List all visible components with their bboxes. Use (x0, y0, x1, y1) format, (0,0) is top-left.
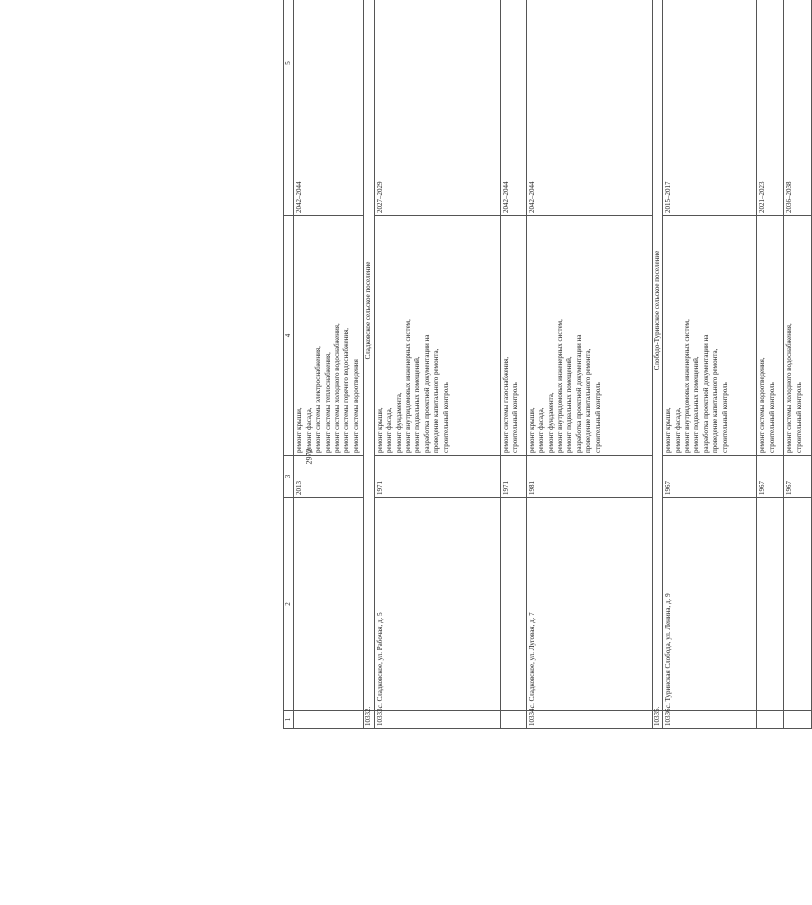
row-number: 10335. (652, 711, 662, 729)
table-row (374, 0, 500, 729)
year-cell: 1971 (500, 456, 526, 498)
work-item: ремонт крыши, (527, 407, 536, 453)
works-cell (757, 216, 784, 456)
work-item: ремонт системы водоотведения, (758, 357, 767, 453)
work-item: ремонт системы горячего водоснабжения, (342, 327, 351, 453)
period-cell: 2027–2029 (374, 0, 500, 216)
column-number: 5 (284, 0, 294, 216)
period-cell: 2021–2023 (757, 0, 784, 216)
works-cell (784, 216, 812, 456)
work-item: строительный контроль (720, 382, 729, 453)
year-cell: 1971 (374, 456, 500, 498)
work-item: ремонт подвальных помещений, (413, 356, 422, 453)
work-item: строительный контроль (794, 382, 803, 453)
work-item: ремонт фасада, (304, 407, 313, 453)
column-number: 2 (284, 498, 294, 711)
address-cell: с. Сладковское, ул. Рабочая, д. 5 (374, 498, 500, 711)
work-item: ремонт подвальных помещений, (692, 356, 701, 453)
period-cell: 2042–2044 (500, 0, 526, 216)
row-number (500, 711, 526, 729)
document-sheet (283, 0, 803, 729)
work-item: строительный контроль (511, 382, 520, 453)
period-cell: 2015–2017 (663, 0, 757, 216)
repair-schedule-table (283, 0, 812, 729)
work-item: ремонт крыши, (295, 407, 304, 453)
row-number: 10336. (663, 711, 757, 729)
work-item: проведение капитального ремонта, (711, 348, 720, 453)
row-number: 10334. (526, 711, 652, 729)
section-title: Слободо-Туринское сельское поселение (652, 0, 662, 711)
address-cell (757, 498, 784, 711)
work-item: ремонт системы электроснабжения, (314, 346, 323, 453)
work-item: ремонт фасада, (537, 407, 546, 453)
work-item: ремонт внутридомовых инженерных систем, (683, 319, 692, 453)
work-item: строительный контроль (441, 382, 450, 453)
work-item: проведение капитального ремонта, (584, 348, 593, 453)
work-item: проведение капитального ремонта, (432, 348, 441, 453)
work-item: ремонт внутридомовых инженерных систем, (556, 319, 565, 453)
period-cell: 2036–2038 (784, 0, 812, 216)
work-item: ремонт крыши, (375, 407, 384, 453)
works-cell (374, 216, 500, 456)
table-row (757, 0, 784, 729)
column-number-row (284, 0, 294, 729)
work-item: ремонт фасада, (385, 407, 394, 453)
work-item: ремонт системы газоснабжения, (501, 356, 510, 453)
work-item: строительный контроль (593, 382, 602, 453)
works-cell (526, 216, 652, 456)
works-cell (294, 216, 364, 456)
row-number (784, 711, 812, 729)
row-number: 10332. (364, 711, 374, 729)
column-number: 1 (284, 711, 294, 729)
table-row (784, 0, 812, 729)
address-cell (500, 498, 526, 711)
work-item: ремонт системы холодного водоснабжения, (785, 323, 794, 453)
work-item: разработка проектной документации на (701, 334, 710, 453)
work-item: ремонт внутридомовых инженерных систем, (404, 319, 413, 453)
row-number: 10333. (374, 711, 500, 729)
year-cell: 1967 (784, 456, 812, 498)
work-item: ремонт фундамента, (394, 392, 403, 453)
table-row (294, 0, 364, 729)
work-item: ремонт системы холодного водоснабжения, (333, 323, 342, 453)
work-item: ремонт системы водоотведения (351, 359, 360, 453)
address-cell: с. Сладковское, ул. Луговая, д. 7 (526, 498, 652, 711)
column-number: 4 (284, 216, 294, 456)
section-row (364, 0, 374, 729)
work-item: ремонт фасада, (673, 407, 682, 453)
period-cell: 2042–2044 (294, 0, 364, 216)
work-item: ремонт системы теплоснабжения, (323, 352, 332, 453)
year-cell: 1967 (663, 456, 757, 498)
table-row (526, 0, 652, 729)
work-item: разработка проектной документации на (422, 334, 431, 453)
work-item: ремонт крыши, (664, 407, 673, 453)
year-cell: 1967 (757, 456, 784, 498)
section-row (652, 0, 662, 729)
address-cell (294, 498, 364, 711)
works-cell (663, 216, 757, 456)
address-cell: с. Туринская Слобода, ул. Ленина, д. 9 (663, 498, 757, 711)
row-number (757, 711, 784, 729)
page-number: 2972 (304, 448, 314, 465)
works-cell (500, 216, 526, 456)
work-item: ремонт фундамента, (546, 392, 555, 453)
work-item: разработка проектной документации на (574, 334, 583, 453)
address-cell (784, 498, 812, 711)
year-cell: 2013 (294, 456, 364, 498)
column-number: 3 (284, 456, 294, 498)
table-row (663, 0, 757, 729)
year-cell: 1981 (526, 456, 652, 498)
table-row (500, 0, 526, 729)
section-title: Сладковское сельское поселение (364, 0, 374, 711)
period-cell: 2042–2044 (526, 0, 652, 216)
row-number (294, 711, 364, 729)
work-item: строительный контроль (767, 382, 776, 453)
work-item: ремонт подвальных помещений, (565, 356, 574, 453)
